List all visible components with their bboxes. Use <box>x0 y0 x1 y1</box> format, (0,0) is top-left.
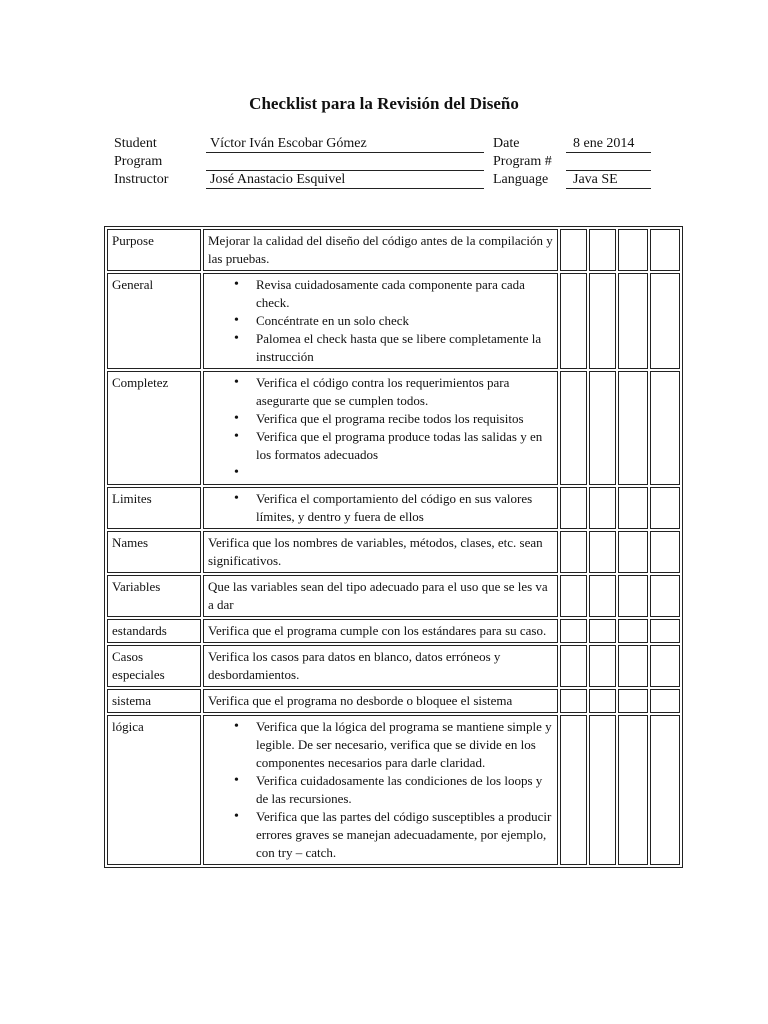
check-box <box>650 645 680 687</box>
check-box <box>589 229 616 271</box>
check-box <box>650 487 680 529</box>
check-box <box>589 371 616 485</box>
check-box <box>650 689 680 713</box>
student-label: Student <box>114 136 157 151</box>
row-description <box>203 371 558 485</box>
check-box <box>589 619 616 643</box>
check-box <box>560 619 587 643</box>
check-box <box>589 645 616 687</box>
page-title: Checklist para la Revisión del Diseño <box>249 94 519 113</box>
row-label: Variables <box>107 575 201 617</box>
check-box <box>560 575 587 617</box>
date-underline <box>566 152 651 153</box>
table-row <box>107 689 680 713</box>
check-box <box>560 229 587 271</box>
row-description <box>203 273 558 369</box>
check-box <box>618 715 648 865</box>
instructor-underline <box>206 188 484 189</box>
row-label: lógica <box>107 715 201 865</box>
check-box <box>650 715 680 865</box>
check-box <box>560 273 587 369</box>
check-box <box>560 645 587 687</box>
check-box <box>650 575 680 617</box>
bullet-list <box>208 374 553 482</box>
language-value: Java SE <box>573 172 618 187</box>
check-box <box>618 645 648 687</box>
student-underline <box>206 152 484 153</box>
language-underline <box>566 188 651 189</box>
row-description: Verifica que el programa cumple con los estándares para su caso. <box>203 619 558 643</box>
instructor-label: Instructor <box>114 172 169 187</box>
check-box <box>589 575 616 617</box>
table-row <box>107 715 680 865</box>
list-item: • Concéntrate en un solo check <box>256 312 553 330</box>
check-box <box>618 487 648 529</box>
table-row <box>107 531 680 573</box>
row-label: General <box>107 273 201 369</box>
check-box <box>560 715 587 865</box>
list-item: • Verifica cuidadosamente las condiciones de los loops y de las recursiones. <box>256 772 553 808</box>
row-description <box>203 487 558 529</box>
check-box <box>650 371 680 485</box>
check-box <box>560 531 587 573</box>
check-box <box>589 715 616 865</box>
check-box <box>650 531 680 573</box>
check-box <box>589 273 616 369</box>
check-box <box>589 531 616 573</box>
check-box <box>618 229 648 271</box>
table-row <box>107 229 680 271</box>
checklist-table <box>104 226 683 868</box>
check-box <box>589 689 616 713</box>
list-item: • Revisa cuidadosamente cada componente para cada check. <box>256 276 553 312</box>
date-label: Date <box>493 136 520 151</box>
table-row <box>107 575 680 617</box>
instructor-value: José Anastacio Esquivel <box>210 172 346 187</box>
row-description: Que las variables sean del tipo adecuado para el uso que se les va a dar <box>203 575 558 617</box>
check-box <box>650 273 680 369</box>
list-item: • Verifica que la lógica del programa se mantiene simple y legible. De ser necesario, verifica que se divide en los componentes necesarios para darle claridad. <box>256 718 553 772</box>
check-box <box>618 371 648 485</box>
table-row <box>107 371 680 485</box>
check-box <box>650 229 680 271</box>
table-row <box>107 619 680 643</box>
check-box <box>618 619 648 643</box>
list-item: • Verifica que el programa produce todas las salidas y en los formatos adecuados <box>256 428 553 464</box>
row-label: Names <box>107 531 201 573</box>
check-box <box>650 619 680 643</box>
check-box <box>618 575 648 617</box>
table-row <box>107 487 680 529</box>
bullet-list <box>208 490 553 526</box>
check-box <box>560 371 587 485</box>
list-item <box>256 464 553 482</box>
check-box <box>618 273 648 369</box>
list-item: • Palomea el check hasta que se libere completamente la instrucción <box>256 330 553 366</box>
list-item: • Verifica que el programa recibe todos los requisitos <box>256 410 553 428</box>
row-description: Verifica que los nombres de variables, métodos, clases, etc. sean significativos. <box>203 531 558 573</box>
row-label: Purpose <box>107 229 201 271</box>
table-row <box>107 645 680 687</box>
table-row <box>107 273 680 369</box>
student-value: Víctor Iván Escobar Gómez <box>210 136 367 151</box>
language-label: Language <box>493 172 549 187</box>
bullet-list <box>208 718 553 862</box>
row-label: Completez <box>107 371 201 485</box>
program-label: Program <box>114 154 163 169</box>
list-item: • Verifica el comportamiento del código en sus valores límites, y dentro y fuera de ellos <box>256 490 553 526</box>
check-box <box>589 487 616 529</box>
date-value: 8 ene 2014 <box>573 136 635 151</box>
row-label: estandards <box>107 619 201 643</box>
row-description: Mejorar la calidad del diseño del código antes de la compilación y las pruebas. <box>203 229 558 271</box>
check-box <box>618 689 648 713</box>
list-item: • Verifica el código contra los requerimientos para asegurarte que se cumplen todos. <box>256 374 553 410</box>
bullet-list <box>208 276 553 366</box>
program-number-label: Program # <box>493 154 552 169</box>
row-label: sistema <box>107 689 201 713</box>
list-item: • Verifica que las partes del código susceptibles a producir errores graves se manejan adecuadamente, por ejemplo, con try – catch. <box>256 808 553 862</box>
check-box <box>560 689 587 713</box>
row-description: Verifica los casos para datos en blanco, datos erróneos y desbordamientos. <box>203 645 558 687</box>
check-box <box>560 487 587 529</box>
row-label: Casos especiales <box>107 645 201 687</box>
check-box <box>618 531 648 573</box>
row-label: Limites <box>107 487 201 529</box>
row-description <box>203 715 558 865</box>
row-description: Verifica que el programa no desborde o bloquee el sistema <box>203 689 558 713</box>
